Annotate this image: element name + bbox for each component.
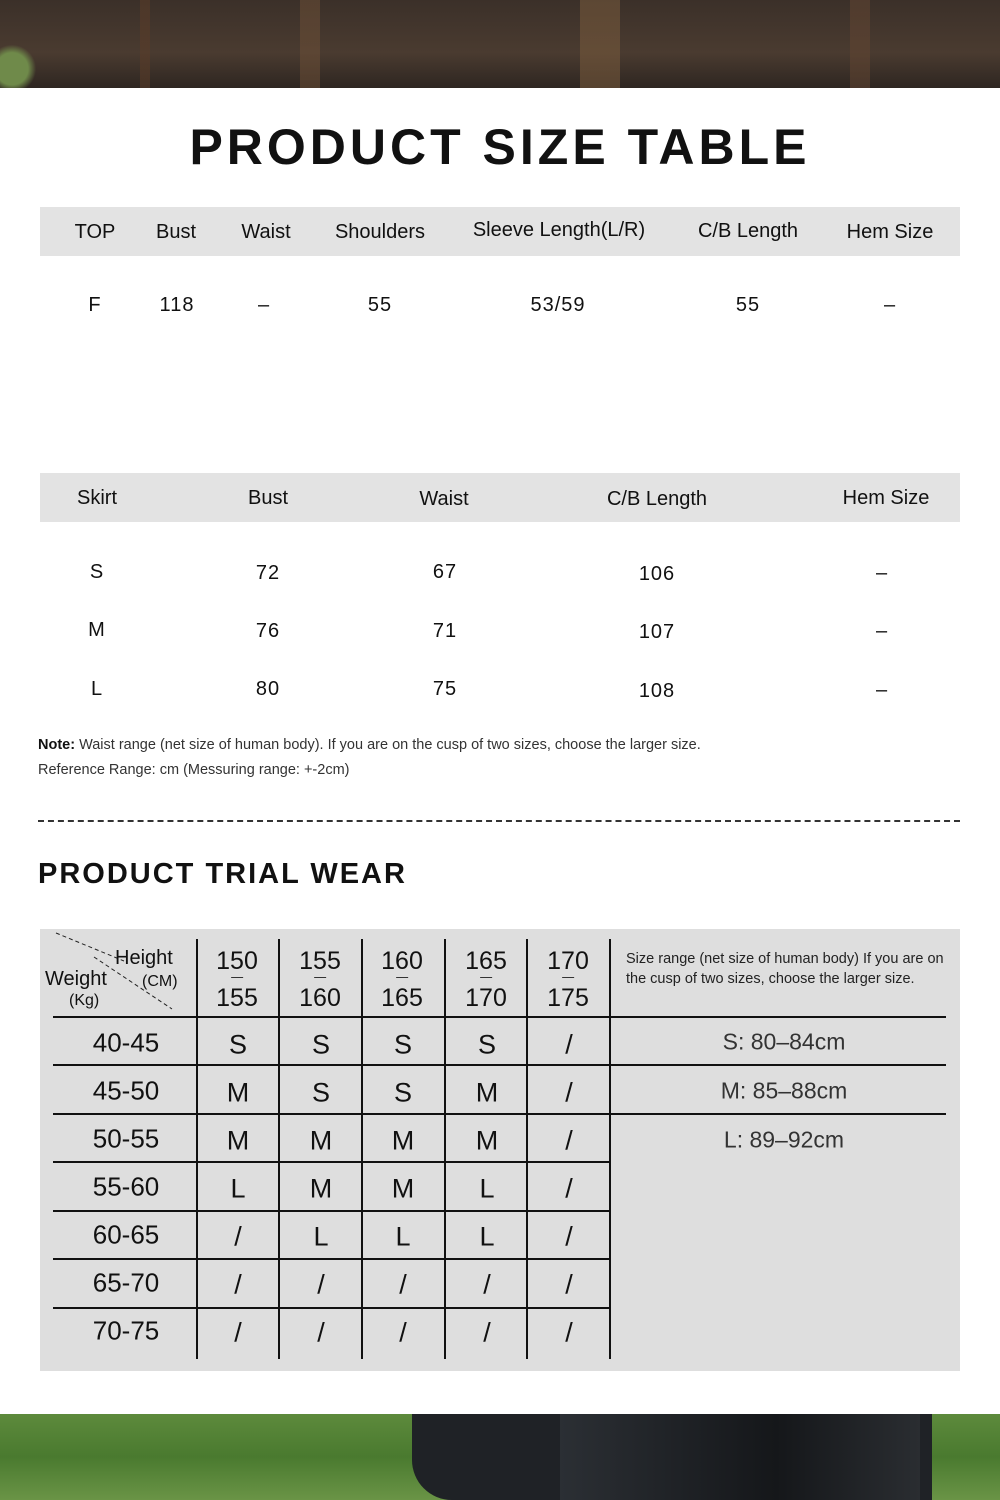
size-cell: / [565,1173,573,1204]
top-header-waist: Waist [241,221,291,243]
height-col-165-170 [465,943,507,1017]
skirt-waist: 75 [432,678,458,700]
size-cell: M [309,1125,333,1156]
grid-line [361,939,363,1359]
waist-note [38,737,701,753]
size-cell: / [317,1317,325,1348]
height-to: 170 [465,984,507,1012]
weight-range: 55-60 [92,1171,160,1202]
size-cell: / [317,1269,325,1300]
grid-line [526,939,528,1359]
grid-line [53,1016,946,1018]
grid-line [444,939,446,1359]
skirt-table-header [40,473,960,522]
size-cell: L [395,1221,411,1252]
skirt-bust: 72 [255,562,281,584]
skirt-photo-shade [560,1414,920,1500]
grid-line [53,1064,946,1066]
weight-range: 45-50 [92,1075,160,1106]
grid-line [278,939,280,1359]
corner-weight-label: Weight [45,968,107,990]
top-size: F [88,294,102,316]
skirt-size: L [90,678,104,700]
top-header-bust: Bust [155,221,197,243]
size-cell: / [565,1029,573,1060]
top-table-header [40,207,960,256]
size-cell: / [565,1221,573,1252]
skirt-bust: 80 [255,678,281,700]
leaf-decoration [0,40,40,88]
grid-line [53,1307,610,1309]
weight-range: 65-70 [92,1267,160,1298]
corner-height-unit: (CM) [142,973,178,990]
weight-range: 40-45 [92,1027,160,1058]
size-cell: L [479,1221,495,1252]
top-hem: – [883,294,897,316]
grid-line [53,1161,610,1163]
top-sleeve: 53/59 [530,294,586,316]
bottom-photo-strip [0,1414,1000,1500]
size-cell: L [479,1173,495,1204]
top-header-top: TOP [74,221,116,243]
height-col-160-165 [381,943,423,1017]
size-cell: M [226,1077,250,1108]
size-cell: M [391,1125,415,1156]
note-label: Note: [38,737,76,753]
corner-weight-unit: (Kg) [69,992,100,1009]
weight-range: 70-75 [92,1315,160,1346]
skirt-hem: – [875,562,889,584]
size-range-s: S: 80–84cm [722,1028,846,1055]
section-divider [38,820,960,822]
skirt-waist: 71 [432,620,458,642]
height-from: 155 [299,947,341,975]
height-to: 160 [299,984,341,1012]
height-col-155-160 [299,943,341,1017]
skirt-size: S [89,561,105,583]
trial-title: PRODUCT TRIAL WEAR [38,858,407,890]
height-col-150-155 [216,943,258,1017]
height-col-170-175 [547,943,589,1017]
top-header-cb-length: C/B Length [697,220,799,242]
size-cell: M [475,1125,499,1156]
size-cell: M [309,1173,333,1204]
size-cell: / [234,1221,242,1252]
height-to: 175 [547,984,589,1012]
reference-range-note: Reference Range: cm (Messuring range: +-2cm) [38,762,350,778]
weight-range: 50-55 [92,1123,160,1154]
note-text: Waist range (net size of human body). If you are on the cusp of two sizes, choose the larger size. [75,737,701,753]
size-cell: S [228,1029,248,1060]
weight-range: 60-65 [92,1219,160,1250]
skirt-header-waist: Waist [419,488,469,510]
height-from: 170 [547,947,589,975]
size-cell: / [483,1269,491,1300]
size-cell: S [393,1077,413,1108]
top-photo-strip [0,0,1000,88]
size-cell: / [399,1317,407,1348]
height-to: 155 [216,984,258,1012]
top-shoulders: 55 [367,294,393,316]
top-header-shoulders: Shoulders [334,221,426,243]
page-title: PRODUCT SIZE TABLE [189,119,811,175]
size-range-l: L: 89–92cm [723,1126,845,1153]
size-range-note: Size range (net size of human body) If you are on the cusp of two sizes, choose the larger size. [626,951,944,987]
size-cell: / [565,1125,573,1156]
top-bust: 118 [159,294,195,316]
top-header-hem: Hem Size [846,221,934,243]
size-cell: / [565,1317,573,1348]
size-cell: / [565,1269,573,1300]
size-cell: / [483,1317,491,1348]
skirt-cb-length: 108 [638,680,676,702]
size-cell: / [234,1269,242,1300]
size-cell: M [391,1173,415,1204]
size-cell: S [477,1029,497,1060]
skirt-bust: 76 [255,620,281,642]
corner-height-label: Height [115,947,173,969]
size-cell: S [393,1029,413,1060]
size-cell: L [313,1221,329,1252]
skirt-cb-length: 106 [638,563,676,585]
height-to: 165 [381,984,423,1012]
grid-line [196,939,198,1359]
trial-wear-table [40,929,960,1371]
skirt-header-skirt: Skirt [77,487,117,509]
size-cell: S [311,1077,331,1108]
size-cell: L [230,1173,246,1204]
size-cell: M [226,1125,250,1156]
skirt-header-cb-length: C/B Length [606,488,708,510]
skirt-waist: 67 [432,561,458,583]
height-from: 160 [381,947,423,975]
size-cell: S [311,1029,331,1060]
skirt-hem: – [875,620,889,642]
size-cell: / [565,1077,573,1108]
top-cb-length: 55 [735,294,761,316]
grid-line [53,1210,610,1212]
grid-line [609,939,611,1359]
skirt-hem: – [875,679,889,701]
skirt-header-hem: Hem Size [842,487,930,509]
size-cell: / [399,1269,407,1300]
size-range-m: M: 85–88cm [720,1077,848,1104]
top-header-sleeve: Sleeve Length(L/R) [472,219,646,241]
skirt-header-bust: Bust [247,487,289,509]
size-cell: / [234,1317,242,1348]
skirt-size: M [88,619,106,641]
grid-line [53,1113,946,1115]
skirt-cb-length: 107 [638,621,676,643]
grid-line [53,1258,610,1260]
top-waist: – [257,294,271,316]
size-cell: M [475,1077,499,1108]
height-from: 165 [465,947,507,975]
height-from: 150 [216,947,258,975]
